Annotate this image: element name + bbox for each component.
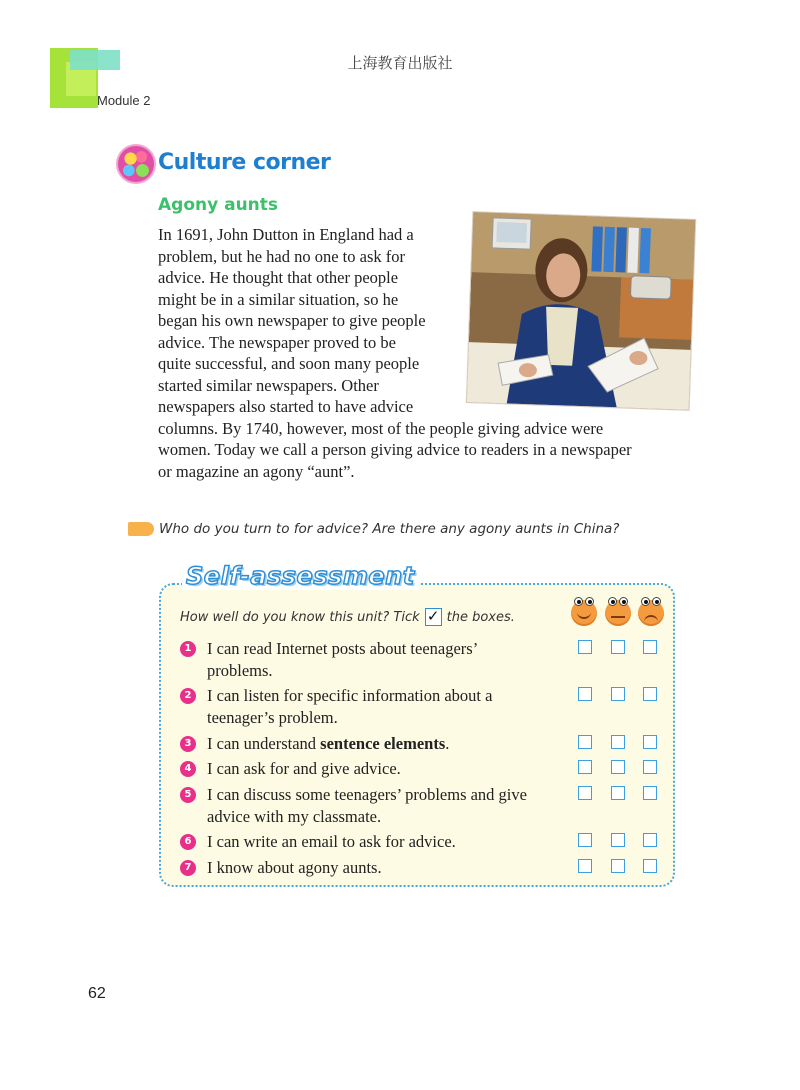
rating-checkbox-neutral[interactable] xyxy=(611,760,625,774)
item-line: I can discuss some teenagers’ problems and give xyxy=(207,785,527,804)
article-line: began his own newspaper to give people xyxy=(158,311,426,330)
item-line: I know about agony aunts. xyxy=(207,858,382,877)
rating-checkbox-neutral[interactable] xyxy=(611,640,625,654)
sad-face-icon xyxy=(638,600,664,626)
neutral-face-icon xyxy=(605,600,631,626)
globe-icon xyxy=(118,146,154,182)
instruction-text: the boxes. xyxy=(446,609,515,625)
article-line: In 1691, John Dutton in England had a xyxy=(158,225,414,244)
rating-checkbox-sad[interactable] xyxy=(643,760,657,774)
article-line: columns. By 1740, however, most of the people giving advice were xyxy=(158,418,604,438)
item-text xyxy=(207,685,567,729)
discussion-question: Who do you turn to for advice? Are there any agony aunts in China? xyxy=(159,521,620,537)
item-text xyxy=(207,638,567,682)
rating-checkbox-happy[interactable] xyxy=(578,735,592,749)
rating-checkbox-neutral[interactable] xyxy=(611,735,625,749)
item-text-suffix: . xyxy=(445,734,450,753)
article-line: newspapers also started to have advice xyxy=(158,397,414,416)
item-line: advice with my classmate. xyxy=(207,807,382,826)
item-text xyxy=(207,784,567,828)
article-line: women. Today we call a person giving advice to readers in a newspaper xyxy=(158,440,632,459)
article-line: problem, but he had no one to ask for xyxy=(158,246,405,266)
rating-checkbox-neutral[interactable] xyxy=(611,833,625,847)
publisher-label: 上海教育出版社 xyxy=(347,54,453,72)
section-title: Culture corner xyxy=(158,150,331,175)
article-line: started similar newspapers. Other xyxy=(158,375,379,395)
item-line xyxy=(207,733,567,755)
item-number: 1 xyxy=(180,641,196,657)
article-line: might be in a similar situation, so he xyxy=(158,289,399,309)
item-number: 3 xyxy=(180,736,196,752)
article-title: Agony aunts xyxy=(158,195,279,215)
rating-checkbox-sad[interactable] xyxy=(643,786,657,800)
article-line: or magazine an agony “aunt”. xyxy=(158,461,355,481)
item-text xyxy=(207,758,567,780)
item-line: I can write an email to ask for advice. xyxy=(207,832,456,851)
item-number: 5 xyxy=(180,787,196,803)
item-text xyxy=(207,831,567,853)
rating-checkbox-sad[interactable] xyxy=(643,640,657,654)
question-marker xyxy=(128,522,154,536)
item-text xyxy=(207,733,567,755)
rating-checkbox-happy[interactable] xyxy=(578,786,592,800)
rating-checkbox-sad[interactable] xyxy=(643,687,657,701)
item-line: I can listen for specific information about a xyxy=(207,686,493,705)
item-line: teenager’s problem. xyxy=(207,708,338,727)
item-number: 6 xyxy=(180,834,196,850)
rating-checkbox-neutral[interactable] xyxy=(611,687,625,701)
rating-checkbox-sad[interactable] xyxy=(643,735,657,749)
item-line: I can ask for and give advice. xyxy=(207,759,401,778)
happy-face-icon xyxy=(571,600,597,626)
rating-checkbox-happy[interactable] xyxy=(578,640,592,654)
page-number: 62 xyxy=(88,985,106,1002)
rating-checkbox-happy[interactable] xyxy=(578,859,592,873)
item-number: 4 xyxy=(180,761,196,777)
module-label: Module 2 xyxy=(97,93,151,108)
article-line: quite successful, and soon many people xyxy=(158,354,420,373)
instruction-text: How well do you know this unit? Tick xyxy=(180,609,420,625)
item-line: problems. xyxy=(207,661,273,680)
rating-checkbox-sad[interactable] xyxy=(643,833,657,847)
rating-checkbox-neutral[interactable] xyxy=(611,786,625,800)
article-line: advice. The newspaper proved to be xyxy=(158,332,396,352)
rating-checkbox-happy[interactable] xyxy=(578,687,592,701)
rating-checkbox-happy[interactable] xyxy=(578,760,592,774)
rating-checkbox-sad[interactable] xyxy=(643,859,657,873)
item-line: I can read Internet posts about teenagers’ xyxy=(207,639,479,658)
rating-checkbox-happy[interactable] xyxy=(578,833,592,847)
tick-icon: ✓ xyxy=(425,608,442,626)
item-text-prefix: I can understand xyxy=(207,734,321,753)
rating-checkbox-neutral[interactable] xyxy=(611,859,625,873)
article-line: advice. He thought that other people xyxy=(158,268,399,287)
office-woman-photo xyxy=(467,212,695,410)
item-text xyxy=(207,857,567,879)
item-number: 2 xyxy=(180,688,196,704)
self-assessment-title: Self-assessment xyxy=(182,562,419,590)
self-assessment-instruction xyxy=(180,608,515,626)
item-text-bold: sentence elements xyxy=(320,734,446,753)
item-number: 7 xyxy=(180,860,196,876)
